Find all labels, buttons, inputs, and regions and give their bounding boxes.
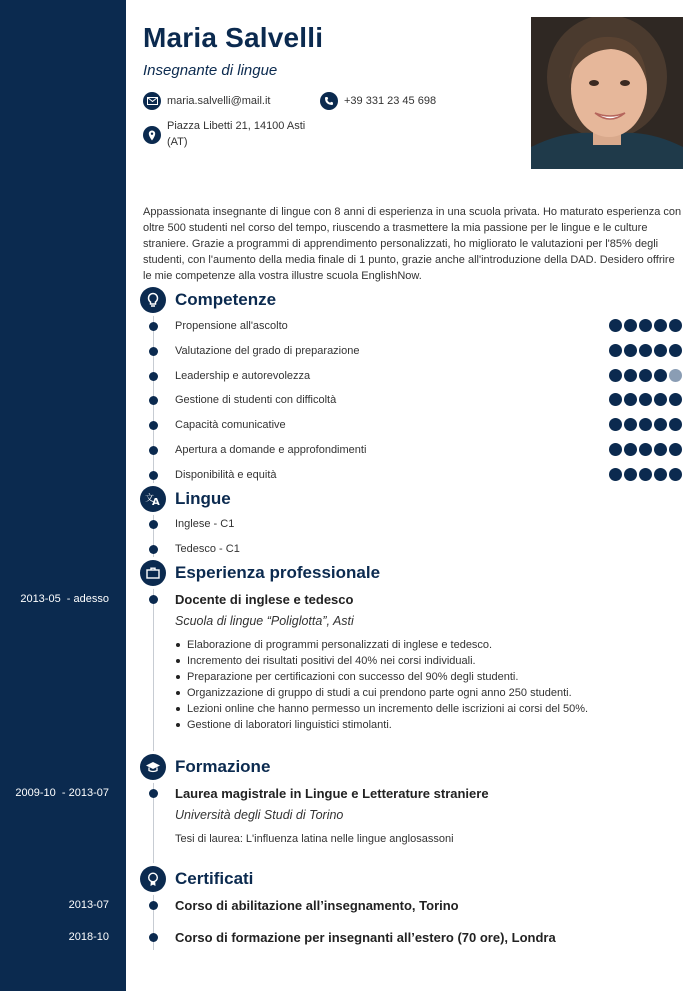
rating-dot-filled (624, 369, 637, 382)
skills-title: Competenze (175, 290, 277, 309)
rating-dot-filled (669, 443, 682, 456)
timeline-dot (149, 347, 158, 356)
briefcase-icon (140, 560, 166, 586)
timeline-dot (149, 396, 158, 405)
svg-text:文: 文 (145, 494, 155, 504)
rating-dot-filled (624, 319, 637, 332)
rating-dot-filled (639, 393, 652, 406)
timeline-dot (149, 322, 158, 331)
education-heading (140, 754, 270, 780)
skill-rating (609, 344, 682, 357)
skill-label: Gestione di studenti con difficoltà (175, 394, 337, 406)
bullet-item: Organizzazione di gruppo di studi a cui prendono parte ogni anno 250 studenti. (175, 685, 675, 701)
timeline-dot (149, 471, 158, 480)
skill-label: Disponibilità e equità (175, 469, 277, 481)
skill-label: Valutazione del grado di preparazione (175, 345, 360, 357)
skill-item (149, 318, 288, 334)
language-item (149, 541, 240, 557)
skill-rating (609, 369, 682, 382)
rating-dot-filled (609, 443, 622, 456)
svg-text:A: A (152, 497, 160, 506)
rating-dot-filled (624, 344, 637, 357)
rating-dot-filled (669, 344, 682, 357)
bullet-item: Gestione di laboratori linguistici stimolanti. (175, 717, 675, 733)
rating-dot-filled (654, 344, 667, 357)
bullet-item: Incremento dei risultati positivi del 40% nei corsi individuali. (175, 653, 675, 669)
skill-rating (609, 468, 682, 481)
employer: Scuola di lingue “Poliglotta”, Asti (175, 614, 354, 628)
skill-item (149, 343, 359, 359)
languages-title: Lingue (175, 489, 231, 508)
rating-dot-filled (639, 418, 652, 431)
skill-label: Leadership e autorevolezza (175, 370, 311, 382)
skill-item (149, 417, 286, 433)
experience-date: 2013-05 - adesso (20, 593, 109, 605)
timeline-dot (149, 595, 158, 604)
translate-icon (140, 486, 166, 512)
location-pin-icon (143, 126, 161, 144)
rating-dot-filled (609, 319, 622, 332)
language-item (149, 516, 234, 532)
university: Università degli Studi di Torino (175, 808, 344, 822)
phone-icon (320, 92, 338, 110)
rating-dot-filled (609, 393, 622, 406)
timeline-dot (149, 446, 158, 455)
certificate-date-1: 2013-07 (68, 899, 109, 911)
rating-dot-filled (609, 369, 622, 382)
phone-text: +39 331 23 45 698 (344, 95, 437, 107)
experience-heading (140, 560, 380, 586)
skill-item (149, 467, 277, 483)
timeline-dot (149, 933, 158, 942)
language-label: Inglese - C1 (175, 518, 235, 530)
education-date: 2009-10 - 2013-07 (15, 787, 109, 799)
skill-label: Apertura a domande e approfondimenti (175, 444, 367, 456)
graduation-cap-icon (140, 754, 166, 780)
profile-summary: Appassionata insegnante di lingue con 8 anni di esperienza in una scuola privata. Ho maturato esperienza con oltre 500 studenti nel corso del tempo, riuscendo a trasmettere la mia passione per le lingue e le culture straniere. Grazie a programmi di apprendimento personalizzati, ho migliorato le valutazioni per l'85% degli studenti, con l'aumento della media finale di 1 punto, grazie anche all'introduzione della DAD. Desidero offrire le mie competenze alla vostra illustre scuola EnglishNow. (143, 206, 682, 282)
rating-dot-filled (624, 418, 637, 431)
skill-rating (609, 319, 682, 332)
education-degree-row (149, 785, 489, 801)
education-title: Formazione (175, 757, 271, 776)
bullet-item: Preparazione per certificazioni con successo del 90% degli studenti. (175, 669, 675, 685)
sidebar (0, 0, 126, 991)
timeline-dot (149, 789, 158, 798)
skill-rating (609, 393, 682, 406)
skill-item (149, 368, 310, 384)
rating-dot-filled (639, 443, 652, 456)
certificates-title: Certificati (175, 869, 254, 888)
email-contact[interactable] (143, 92, 270, 110)
skill-rating (609, 443, 682, 456)
skill-rating (609, 418, 682, 431)
rating-dot-filled (639, 468, 652, 481)
candidate-name: Maria Salvelli (143, 22, 324, 53)
experience-job-row (149, 591, 353, 607)
rating-dot-filled (609, 468, 622, 481)
rating-dot-filled (639, 344, 652, 357)
skill-item (149, 442, 366, 458)
timeline-dot (149, 545, 158, 554)
rating-dot-filled (639, 369, 652, 382)
rating-dot-filled (624, 443, 637, 456)
rating-dot-filled (669, 319, 682, 332)
job-position: Docente di inglese e tedesco (175, 591, 354, 607)
thesis: Tesi di laurea: L'influenza latina nelle lingue anglosassoni (175, 833, 454, 845)
main-content (126, 0, 700, 991)
certificate-row (149, 897, 459, 913)
skill-label: Capacità comunicative (175, 419, 286, 431)
rating-dot-filled (639, 319, 652, 332)
skill-label: Propensione all'ascolto (175, 320, 288, 332)
rating-dot-filled (654, 393, 667, 406)
rating-dot-filled (609, 344, 622, 357)
timeline-dot (149, 372, 158, 381)
rating-dot-filled (654, 319, 667, 332)
experience-bullets (175, 637, 675, 733)
rating-dot-empty (669, 369, 682, 382)
phone-contact[interactable] (320, 92, 436, 110)
rating-dot-filled (669, 468, 682, 481)
languages-heading (140, 486, 231, 512)
address-contact (143, 118, 305, 150)
rating-dot-filled (624, 393, 637, 406)
experience-title: Esperienza professionale (175, 563, 381, 582)
rating-dot-filled (669, 418, 682, 431)
email-icon (143, 92, 161, 110)
language-label: Tedesco - C1 (175, 543, 240, 555)
certificate-title: Corso di abilitazione all’insegnamento, Torino (175, 897, 459, 913)
award-ribbon-icon (140, 866, 166, 892)
bullet-item: Elaborazione di programmi personalizzati di inglese e tedesco. (175, 637, 675, 653)
rating-dot-filled (609, 418, 622, 431)
job-title: Insegnante di lingue (143, 62, 278, 79)
address-line-1: Piazza Libetti 21, 14100 Asti (167, 120, 306, 132)
timeline-dot (149, 421, 158, 430)
certificate-title: Corso di formazione per insegnanti all’estero (70 ore), Londra (175, 929, 556, 945)
skill-item (149, 392, 336, 408)
address-line-2: (AT) (167, 136, 188, 148)
bullet-item: Lezioni online che hanno permesso un incremento delle iscrizioni ai corsi del 50%. (175, 701, 675, 717)
rating-dot-filled (654, 443, 667, 456)
profile-photo (531, 17, 683, 169)
rating-dot-filled (654, 418, 667, 431)
rating-dot-filled (654, 369, 667, 382)
rating-dot-filled (669, 393, 682, 406)
degree-title: Laurea magistrale in Lingue e Letterature straniere (175, 785, 489, 801)
timeline-dot (149, 901, 158, 910)
skills-heading (140, 287, 276, 313)
address-text (167, 118, 305, 150)
email-text: maria.salvelli@mail.it (167, 95, 271, 107)
certificate-row (149, 929, 556, 945)
lightbulb-hand-icon (140, 287, 166, 313)
certificates-heading (140, 866, 253, 892)
rating-dot-filled (654, 468, 667, 481)
timeline-dot (149, 520, 158, 529)
certificate-date-2: 2018-10 (68, 931, 109, 943)
rating-dot-filled (624, 468, 637, 481)
